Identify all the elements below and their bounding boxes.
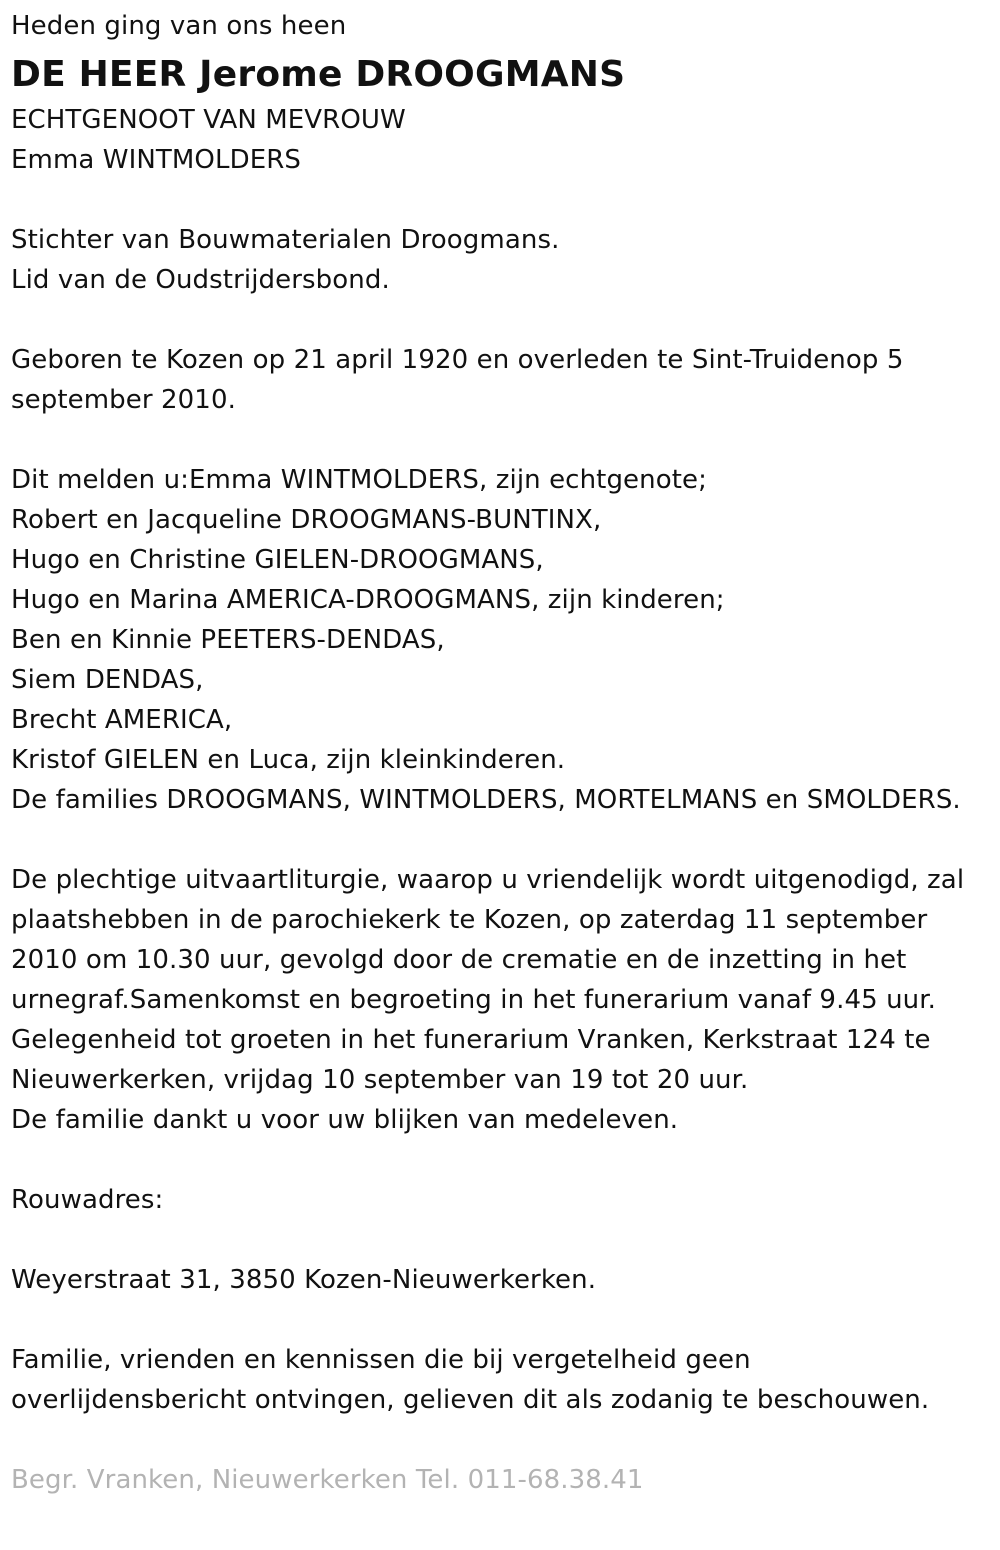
ceremony-line: 2010 om 10.30 uur, gevolgd door de crematie en de inzetting in het <box>11 945 907 975</box>
announcers-section <box>11 460 990 820</box>
announcer-line: Brecht AMERICA, <box>11 705 233 735</box>
intro-text: Heden ging van ons heen <box>11 11 347 41</box>
spacer <box>11 300 990 340</box>
role-line: Stichter van Bouwmaterialen Droogmans. <box>11 225 560 255</box>
closing-line: overlijdensbericht ontvingen, gelieven dit als zodanig te beschouwen. <box>11 1385 930 1415</box>
spacer <box>11 1140 990 1180</box>
ceremony-line: Nieuwerkerken, vrijdag 10 september van 19 tot 20 uur. <box>11 1065 749 1095</box>
ceremony-section <box>11 860 990 1140</box>
closing-section <box>11 1340 990 1420</box>
ceremony-line: De plechtige uitvaartliturgie, waarop u vriendelijk wordt uitgenodigd, zal <box>11 865 965 895</box>
spacer <box>11 1420 990 1460</box>
roles-section <box>11 220 990 300</box>
announcer-line: Dit melden u:Emma WINTMOLDERS, zijn echtgenote; <box>11 465 707 495</box>
spouse-line-1: ECHTGENOOT VAN MEVROUW <box>11 105 406 135</box>
announcer-line: Hugo en Marina AMERICA-DROOGMANS, zijn kinderen; <box>11 585 725 615</box>
announcer-line: Robert en Jacqueline DROOGMANS-BUNTINX, <box>11 505 602 535</box>
closing-line: Familie, vrienden en kennissen die bij vergetelheid geen <box>11 1345 751 1375</box>
birth-death-line: Geboren te Kozen op 21 april 1920 en overleden te Sint-Truidenop 5 <box>11 345 904 375</box>
spacer <box>11 820 990 860</box>
announcer-line: Kristof GIELEN en Luca, zijn kleinkinderen. <box>11 745 566 775</box>
announcer-line: De families DROOGMANS, WINTMOLDERS, MORTELMANS en SMOLDERS. <box>11 785 961 815</box>
ceremony-line: plaatshebben in de parochiekerk te Kozen, op zaterdag 11 september <box>11 905 928 935</box>
announcer-line: Ben en Kinnie PEETERS-DENDAS, <box>11 625 445 655</box>
spacer <box>11 1220 990 1260</box>
birth-death-line: september 2010. <box>11 385 236 415</box>
role-line: Lid van de Oudstrijdersbond. <box>11 265 390 295</box>
ceremony-line: urnegraf.Samenkomst en begroeting in het funerarium vanaf 9.45 uur. <box>11 985 937 1015</box>
ceremony-line: Gelegenheid tot groeten in het funerarium Vranken, Kerkstraat 124 te <box>11 1025 931 1055</box>
deceased-name: DE HEER Jerome DROOGMANS <box>11 54 626 95</box>
announcer-line: Hugo en Christine GIELEN-DROOGMANS, <box>11 545 544 575</box>
funeral-director-footer: Begr. Vranken, Nieuwerkerken Tel. 011-68.38.41 <box>11 1465 644 1495</box>
birth-death-section <box>11 340 990 420</box>
spouse-line-2: Emma WINTMOLDERS <box>11 145 301 175</box>
announcer-line: Siem DENDAS, <box>11 665 204 695</box>
spacer <box>11 1300 990 1340</box>
spacer <box>11 180 990 220</box>
mourning-address: Weyerstraat 31, 3850 Kozen-Nieuwerkerken. <box>11 1265 597 1295</box>
spacer <box>11 420 990 460</box>
address-label: Rouwadres: <box>11 1185 164 1215</box>
ceremony-line: De familie dankt u voor uw blijken van medeleven. <box>11 1105 679 1135</box>
